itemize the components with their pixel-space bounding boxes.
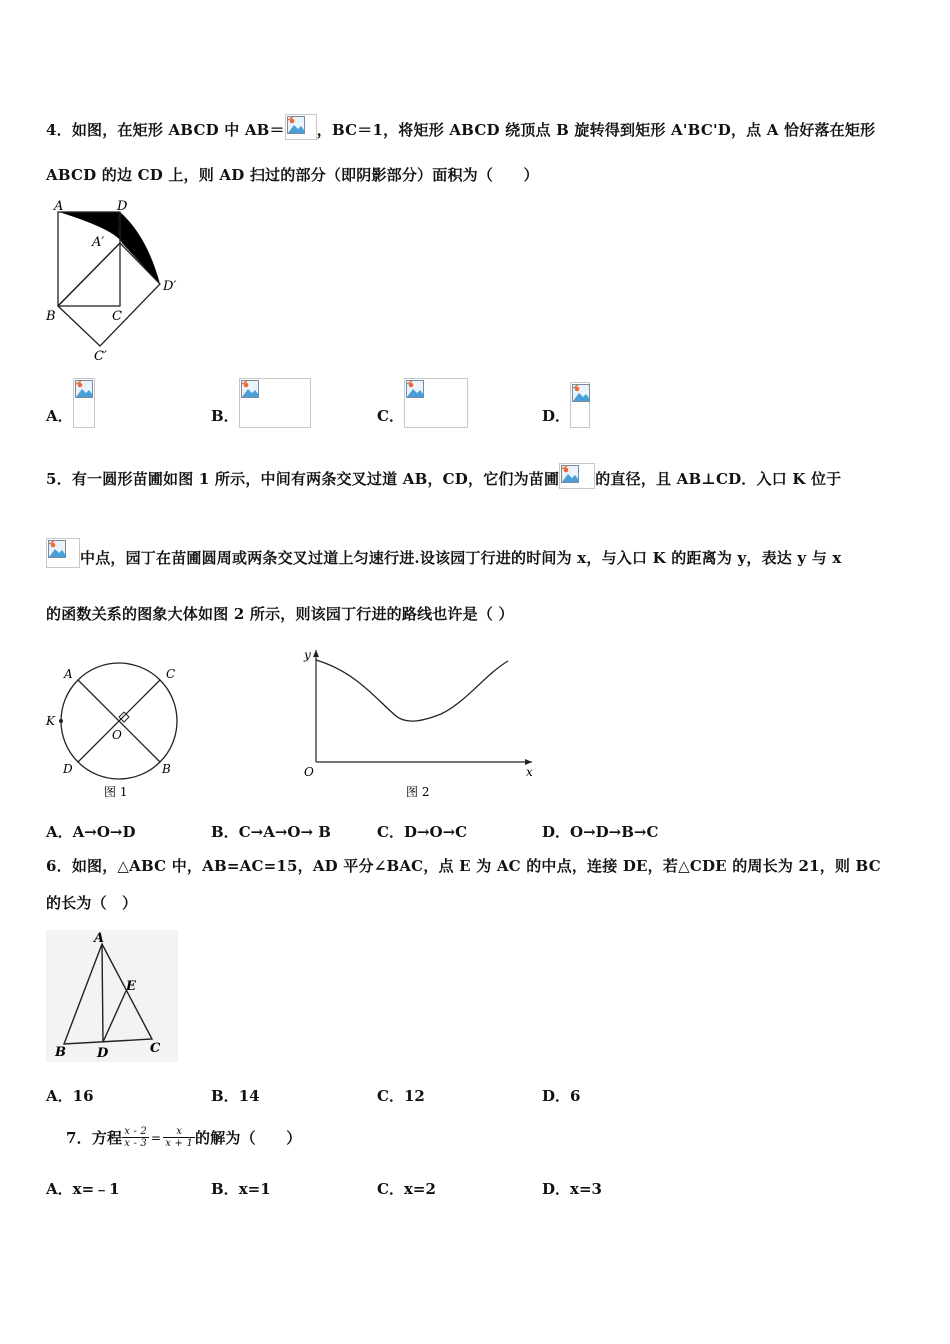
q6-option-d[interactable]: D．6 [542,1087,581,1105]
q6-option-c[interactable]: C．12 [377,1087,425,1105]
q7-suffix: 的解为（ ） [195,1129,302,1147]
q4-option-a-image [73,378,95,428]
q7-lhs-fraction: $\frac{x - 2}{x - 3}$ [124,1126,147,1149]
broken-image-icon [241,380,259,398]
q6-option-a[interactable]: A．16 [46,1087,94,1105]
q5-label-b: B [162,762,171,776]
q7-option-b[interactable]: B．x=1 [211,1180,271,1198]
q4-figure [44,196,186,364]
q6-line-2: 的长为（ ） [46,894,138,912]
q4-shaded-sliver [59,212,122,243]
q4-ab-value-image [285,114,317,140]
broken-image-icon [287,116,305,134]
q5-label-c: C [166,667,176,681]
q7-option-a[interactable]: A．x=﹣1 [46,1180,120,1198]
q5-point-k [59,719,63,723]
q5-option-c[interactable]: C．D→O→C [377,823,468,841]
broken-image-icon [75,380,93,398]
q6-line-1: 6．如图，△ABC 中，AB=AC=15，AD 平分∠BAC，点 E 为 AC 的中点，连接 DE，若△CDE 的周长为 21，则 BC [46,857,881,875]
q4-diagonal [58,243,120,306]
q6-option-b[interactable]: B．14 [211,1087,260,1105]
q5-option-a[interactable]: A．A→O→D [46,823,136,841]
q5-label-a: A [64,667,73,681]
q5-line-3: 的函数关系的图象大体如图 2 所示，则该园丁行进的路线也许是（ ） [46,605,514,623]
q5-label-o: O [112,728,122,742]
q5-curve [316,660,508,721]
q4-option-c[interactable]: C． [377,378,468,428]
broken-image-icon [406,380,424,398]
q4-text-b: ，BC＝1，将矩形 ABCD 绕顶点 B 旋转得到矩形 A'BC'D，点 A 恰好落在矩形 [316,121,876,139]
q4-option-d[interactable]: D． [542,382,590,428]
q4-option-c-image [404,378,468,428]
q4-line-1 [46,114,875,140]
broken-image-icon [572,384,590,402]
q4-line-2: ABCD 的边 CD 上，则 AD 扫过的部分（即阴影部分）面积为（ ） [46,166,539,184]
q4-label-d-prime: D′ [163,279,177,294]
q5-text-b: 的直径，且 AB⊥CD．入口 K 位于 [595,470,842,488]
q5-figure-1 [40,660,190,802]
q5-text-c: 中点，园丁在苗圃圆周或两条交叉过道上匀速行进.设该园丁行进的时间为 x，与入口 K 的距离为 y，表达 y 与 x [80,549,842,567]
q5-y-axis-arrow [313,650,319,657]
q4-label-a-prime: A′ [92,235,105,250]
q5-fig2-label-y: y [304,648,311,662]
q5-fig2-label-o: O [304,765,314,779]
broken-image-icon [561,465,579,483]
q4-label-c: C [112,309,122,324]
q5-label-d: D [63,762,73,776]
q4-label-b: B [46,309,56,324]
q4-label-c-prime: C′ [94,349,107,364]
q5-option-b[interactable]: B．C→A→O→ B [211,823,331,841]
q5-arc-image [46,538,80,568]
broken-image-icon [48,540,66,558]
q4-text-a: 4．如图，在矩形 ABCD 中 AB＝ [46,121,285,139]
q4-label-a: A [54,199,64,214]
q6-label-e: E [126,979,136,994]
q5-right-angle-mark [119,712,129,722]
q7-equals: = [151,1130,162,1145]
q5-text-a: 5．有一圆形苗圃如图 1 所示，中间有两条交叉过道 AB，CD，它们为苗圃 [46,470,560,488]
q4-option-b-image [239,378,311,428]
q6-label-b: B [55,1045,66,1060]
q5-label-k: K [46,714,55,728]
q7-option-d[interactable]: D．x=3 [542,1180,602,1198]
q5-fig2-label-x: x [526,765,533,779]
q4-option-d-image [570,382,590,428]
q4-option-b[interactable]: B． [211,378,311,428]
q4-label-d: D [117,199,128,214]
q5-figure-2 [296,644,540,804]
q5-figure-2-caption: 图 2 [406,785,430,799]
q6-label-c: C [150,1041,161,1056]
q5-option-d[interactable]: D．O→D→B→C [542,823,659,841]
q7-rhs-fraction: $\frac{x}{x + 1}$ [165,1126,194,1149]
q5-line-2 [46,538,842,568]
q6-label-a: A [94,931,105,946]
q5-garden-image [559,463,595,489]
q6-figure [46,930,178,1062]
q6-label-d: D [97,1046,109,1061]
q4-option-a[interactable]: A． [46,378,95,428]
q6-segment-ad [102,944,103,1042]
q5-line-1 [46,463,841,489]
q7-option-c[interactable]: C．x=2 [377,1180,436,1198]
q5-figure-1-caption: 图 1 [104,785,128,799]
q7-line-1 [66,1126,301,1149]
q7-prefix: 7．方程 [66,1129,123,1147]
